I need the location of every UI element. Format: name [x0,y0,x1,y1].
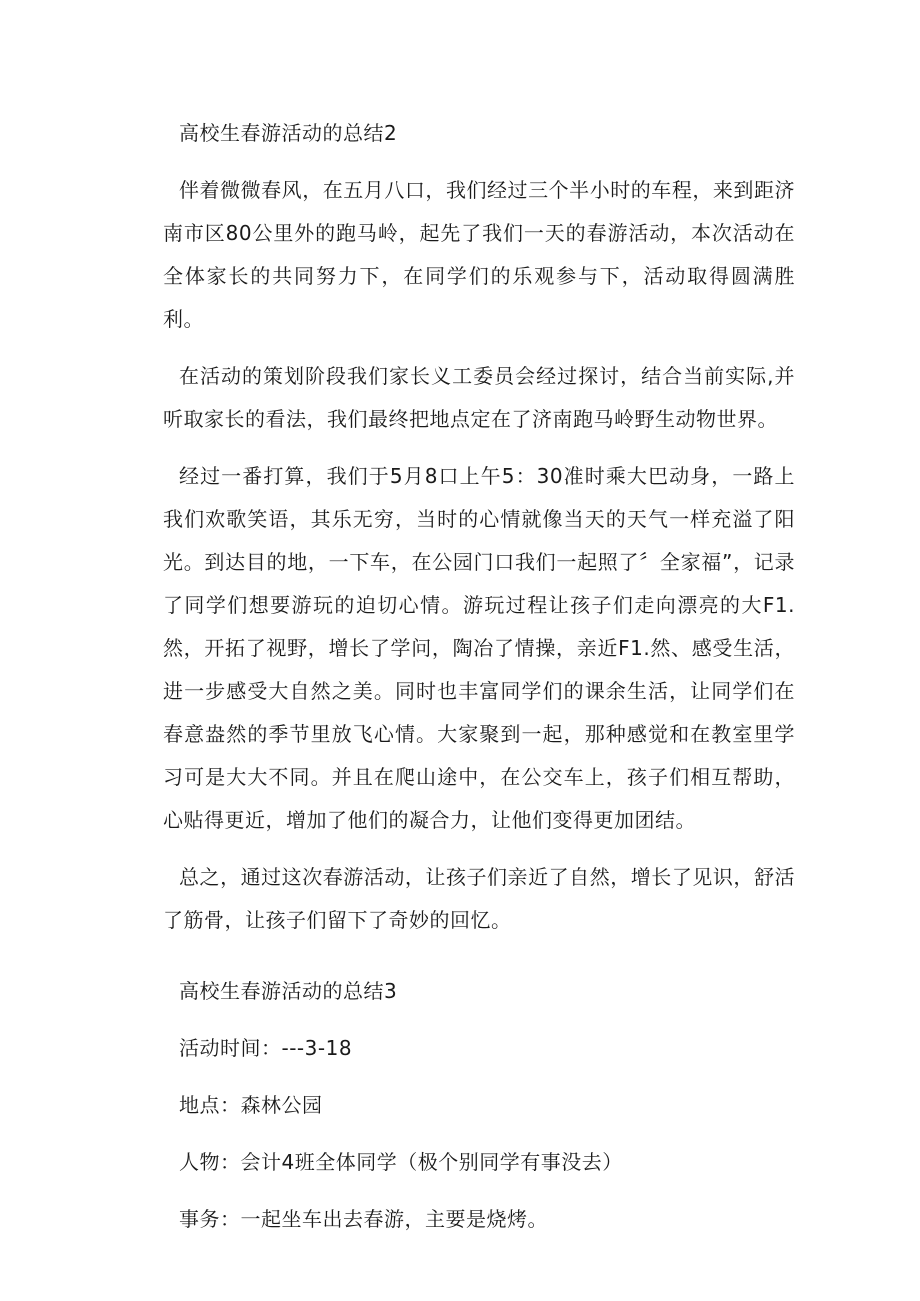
section-spacer [163,956,795,970]
activity-matter: 事务：一起坐车出去春游，主要是烧烤。 [179,1207,548,1231]
section-2-paragraph-4: 总之，通过这次春游活动，让孩子们亲近了自然，增长了见识，舒活了筋骨，让孩子们留下了奇妙的回忆。 [163,865,795,932]
section-2-paragraph-3: 经过一番打算，我们于5月8口上午5：30准时乘大巴动身，一路上我们欢歌笑语，其乐无穷，当时的心情就像当天的天气一样充溢了阳光。到达目的地，一下车，在公园门口我们一起照了〞全家福”，记录了同学们想要游玩的迫切心情。游玩过程让孩子们走向漂亮的大F1.然，开拓了视野，增长了学问，陶冶了情操，亲近F1.然、感受生活，进一步感受大自然之美。同时也丰富同学们的课余生活，让同学们在春意盎然的季节里放飞心情。大家聚到一起，那种感觉和在教室里学习可是大大不同。并且在爬山途中，在公交车上，孩子们相互帮助，心贴得更近，增加了他们的凝合力，让他们变得更加团结。 [163,464,795,832]
section-3-title: 高校生春游活动的总结3 [179,979,398,1003]
section-2-title: 高校生春游活动的总结2 [179,121,398,145]
section-2-paragraph-2: 在活动的策划阶段我们家长义工委员会经过探讨，结合当前实际,并听取家长的看法，我们最终把地点定在了济南跑马岭野生动物世界。 [163,364,795,431]
document-body [163,112,795,1255]
section-2-paragraph-1: 伴着微微春风，在五月八口，我们经过三个半小时的车程，来到距济南市区80公里外的跑马岭，起先了我们一天的春游活动，本次活动在全体家长的共同努力下，在同学们的乐观参与下，活动取得圆满胜利。 [163,178,795,331]
activity-place: 地点：森林公园 [179,1093,323,1117]
activity-people: 人物：会计4班全体同学（极个别同学有事没去） [179,1150,623,1174]
activity-time: 活动时间：---3-18 [179,1036,353,1060]
